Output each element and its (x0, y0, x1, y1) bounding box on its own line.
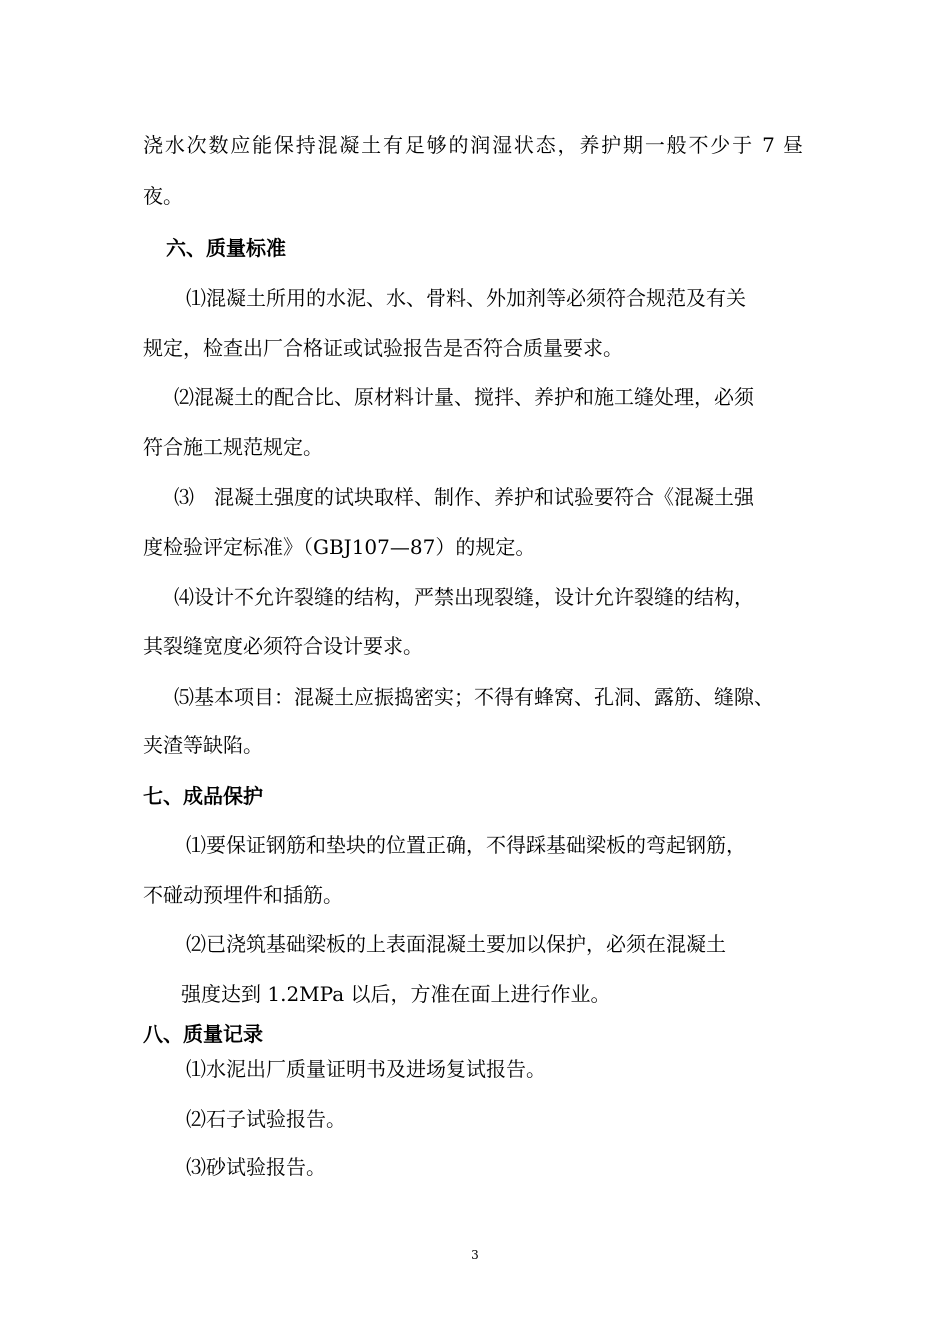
text-line-14: 不碰动预埋件和插筋。 (143, 883, 343, 907)
text-line-9: ⑷设计不允许裂缝的结构，严禁出现裂缝，设计允许裂缝的结构， (174, 585, 754, 609)
text-line-2: 夜。 (143, 184, 183, 208)
text-line-10: 其裂缝宽度必须符合设计要求。 (143, 634, 423, 658)
text-line-16: 强度达到 1.2MPa 以后，方准在面上进行作业。 (181, 982, 611, 1006)
text-line-11: ⑸基本项目：混凝土应振捣密实；不得有蜂窝、孔洞、露筋、缝隙、 (174, 685, 774, 709)
text-line-12: 夹渣等缺陷。 (143, 733, 263, 757)
text-line-18: ⑵石子试验报告。 (186, 1107, 346, 1131)
page-number: 3 (471, 1248, 479, 1262)
text-line-13: ⑴要保证钢筋和垫块的位置正确，不得踩基础梁板的弯起钢筋， (186, 833, 746, 857)
text-line-8: 度检验评定标准》（GBJ107—87）的规定。 (143, 535, 536, 559)
section-heading-8: 八、质量记录 (143, 1022, 263, 1046)
section-heading-7: 七、成品保护 (143, 784, 263, 808)
text-line-17: ⑴水泥出厂质量证明书及进场复试报告。 (186, 1057, 546, 1081)
text-line-19: ⑶砂试验报告。 (186, 1155, 326, 1179)
section-heading-6: 六、质量标准 (166, 236, 286, 260)
text-line-1: 浇水次数应能保持混凝土有足够的润湿状态，养护期一般不少于 7 昼 (143, 133, 803, 157)
text-line-6: 符合施工规范规定。 (143, 435, 323, 459)
text-line-3: ⑴混凝土所用的水泥、水、骨料、外加剂等必须符合规范及有关 (186, 286, 746, 310)
text-line-4: 规定，检查出厂合格证或试验报告是否符合质量要求。 (143, 336, 623, 360)
text-line-15: ⑵已浇筑基础梁板的上表面混凝土要加以保护，必须在混凝土 (186, 932, 726, 956)
text-line-5: ⑵混凝土的配合比、原材料计量、搅拌、养护和施工缝处理，必须 (174, 385, 754, 409)
text-line-7: ⑶ 混凝土强度的试块取样、制作、养护和试验要符合《混凝土强 (174, 485, 754, 509)
